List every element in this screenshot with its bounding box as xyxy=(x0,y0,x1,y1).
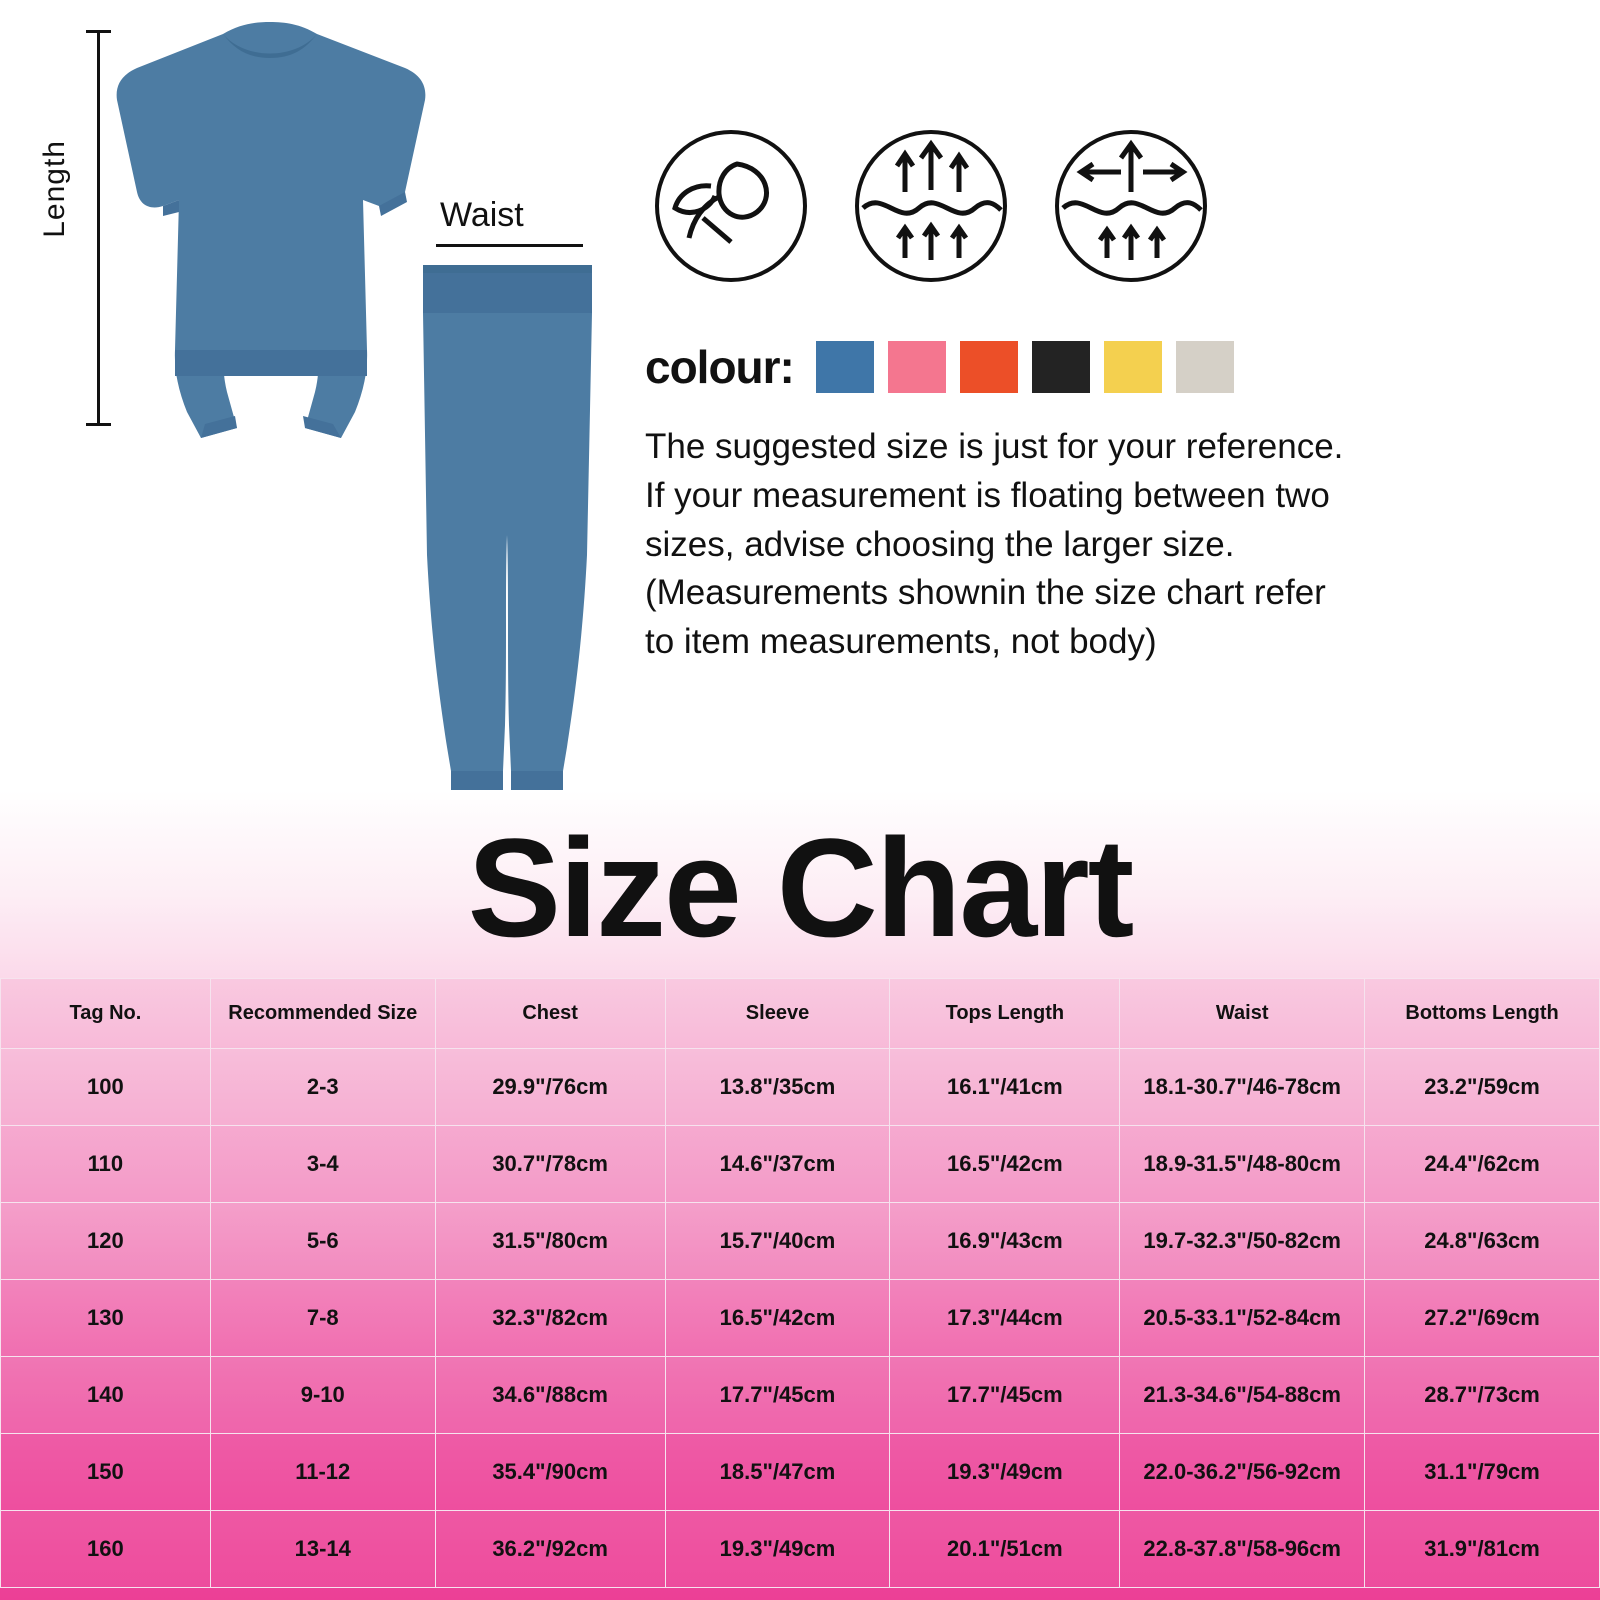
size-chart-table xyxy=(0,978,1600,1588)
cell-recommended-size: 5-6 xyxy=(210,1203,435,1280)
cell-tops-length: 16.1"/41cm xyxy=(890,1049,1120,1126)
col-header-bottoms-length: Bottoms Length xyxy=(1365,979,1600,1049)
table-row xyxy=(1,1126,1600,1203)
cell-chest: 29.9"/76cm xyxy=(435,1049,665,1126)
cell-sleeve: 16.5"/42cm xyxy=(665,1280,890,1357)
table-row xyxy=(1,1357,1600,1434)
cell-waist: 22.8-37.8"/58-96cm xyxy=(1120,1511,1365,1588)
cell-chest: 36.2"/92cm xyxy=(435,1511,665,1588)
four-way-stretch-icon xyxy=(1055,130,1207,282)
cell-sleeve: 14.6"/37cm xyxy=(665,1126,890,1203)
size-note-line-5: to item measurements, not body) xyxy=(645,622,1157,662)
cell-sleeve: 17.7"/45cm xyxy=(665,1357,890,1434)
size-chart-table-wrap xyxy=(0,978,1600,1600)
colour-label: colour: xyxy=(645,341,794,393)
table-row xyxy=(1,1280,1600,1357)
cell-chest: 35.4"/90cm xyxy=(435,1434,665,1511)
cell-recommended-size: 11-12 xyxy=(210,1434,435,1511)
cell-tops-length: 17.3"/44cm xyxy=(890,1280,1120,1357)
cell-chest: 30.7"/78cm xyxy=(435,1126,665,1203)
col-header-waist: Waist xyxy=(1120,979,1365,1049)
cell-recommended-size: 13-14 xyxy=(210,1511,435,1588)
joggers-image xyxy=(415,255,600,795)
cell-waist: 22.0-36.2"/56-92cm xyxy=(1120,1434,1365,1511)
cell-tag-no: 110 xyxy=(1,1126,211,1203)
table-row xyxy=(1,1203,1600,1280)
cell-waist: 21.3-34.6"/54-88cm xyxy=(1120,1357,1365,1434)
table-row xyxy=(1,1434,1600,1511)
colour-swatch-orange[interactable] xyxy=(960,341,1018,393)
cell-sleeve: 15.7"/40cm xyxy=(665,1203,890,1280)
cell-chest: 34.6"/88cm xyxy=(435,1357,665,1434)
size-note-line-4: (Measurements shownin the size chart refer xyxy=(645,573,1326,613)
cell-tops-length: 20.1"/51cm xyxy=(890,1511,1120,1588)
cell-waist: 18.9-31.5"/48-80cm xyxy=(1120,1126,1365,1203)
size-note-text xyxy=(645,425,1555,669)
waist-measure-bar xyxy=(436,244,583,247)
cell-bottoms-length: 31.1"/79cm xyxy=(1365,1434,1600,1511)
cell-sleeve: 18.5"/47cm xyxy=(665,1434,890,1511)
cell-chest: 31.5"/80cm xyxy=(435,1203,665,1280)
cell-bottoms-length: 24.8"/63cm xyxy=(1365,1203,1600,1280)
col-header-chest: Chest xyxy=(435,979,665,1049)
cell-chest: 32.3"/82cm xyxy=(435,1280,665,1357)
size-note-line-1: The suggested size is just for your reference. xyxy=(645,427,1344,466)
cell-tops-length: 16.5"/42cm xyxy=(890,1126,1120,1203)
length-label: Length xyxy=(38,140,71,238)
col-header-tops-length: Tops Length xyxy=(890,979,1120,1049)
cell-tag-no: 150 xyxy=(1,1434,211,1511)
cell-tag-no: 140 xyxy=(1,1357,211,1434)
table-row xyxy=(1,1511,1600,1588)
cell-tag-no: 120 xyxy=(1,1203,211,1280)
cell-waist: 20.5-33.1"/52-84cm xyxy=(1120,1280,1365,1357)
cell-waist: 18.1-30.7"/46-78cm xyxy=(1120,1049,1365,1126)
table-header-row xyxy=(1,979,1600,1049)
cell-bottoms-length: 31.9"/81cm xyxy=(1365,1511,1600,1588)
col-header-sleeve: Sleeve xyxy=(665,979,890,1049)
feature-icons xyxy=(655,130,1235,290)
cell-tag-no: 100 xyxy=(1,1049,211,1126)
cell-tag-no: 160 xyxy=(1,1511,211,1588)
cell-bottoms-length: 24.4"/62cm xyxy=(1365,1126,1600,1203)
cell-tag-no: 130 xyxy=(1,1280,211,1357)
page-title: Size Chart xyxy=(467,809,1133,966)
table-row xyxy=(1,1049,1600,1126)
cell-bottoms-length: 27.2"/69cm xyxy=(1365,1280,1600,1357)
colour-swatch-pink[interactable] xyxy=(888,341,946,393)
cell-recommended-size: 9-10 xyxy=(210,1357,435,1434)
colour-swatch-beige[interactable] xyxy=(1176,341,1234,393)
cell-bottoms-length: 23.2"/59cm xyxy=(1365,1049,1600,1126)
cell-bottoms-length: 28.7"/73cm xyxy=(1365,1357,1600,1434)
cell-tops-length: 16.9"/43cm xyxy=(890,1203,1120,1280)
size-note-line-2: If your measurement is floating between two xyxy=(645,475,1330,515)
length-measure-bar xyxy=(97,30,100,426)
cell-recommended-size: 2-3 xyxy=(210,1049,435,1126)
cell-sleeve: 13.8"/35cm xyxy=(665,1049,890,1126)
cell-recommended-size: 7-8 xyxy=(210,1280,435,1357)
col-header-recommended-size: Recommended Size xyxy=(210,979,435,1049)
colour-swatch-black[interactable] xyxy=(1032,341,1090,393)
cell-waist: 19.7-32.3"/50-82cm xyxy=(1120,1203,1365,1280)
cell-tops-length: 19.3"/49cm xyxy=(890,1434,1120,1511)
breathable-icon xyxy=(855,130,1007,282)
cell-sleeve: 19.3"/49cm xyxy=(665,1511,890,1588)
colour-swatch-yellow[interactable] xyxy=(1104,341,1162,393)
sweatshirt-image xyxy=(105,20,435,440)
colour-options xyxy=(645,340,1248,394)
size-note-line-3: sizes, advise choosing the larger size. xyxy=(645,524,1235,564)
cell-tops-length: 17.7"/45cm xyxy=(890,1357,1120,1434)
feather-soft-icon xyxy=(655,130,807,282)
colour-swatch-blue[interactable] xyxy=(816,341,874,393)
cell-recommended-size: 3-4 xyxy=(210,1126,435,1203)
col-header-tag-no: Tag No. xyxy=(1,979,211,1049)
waist-label: Waist xyxy=(440,196,524,234)
